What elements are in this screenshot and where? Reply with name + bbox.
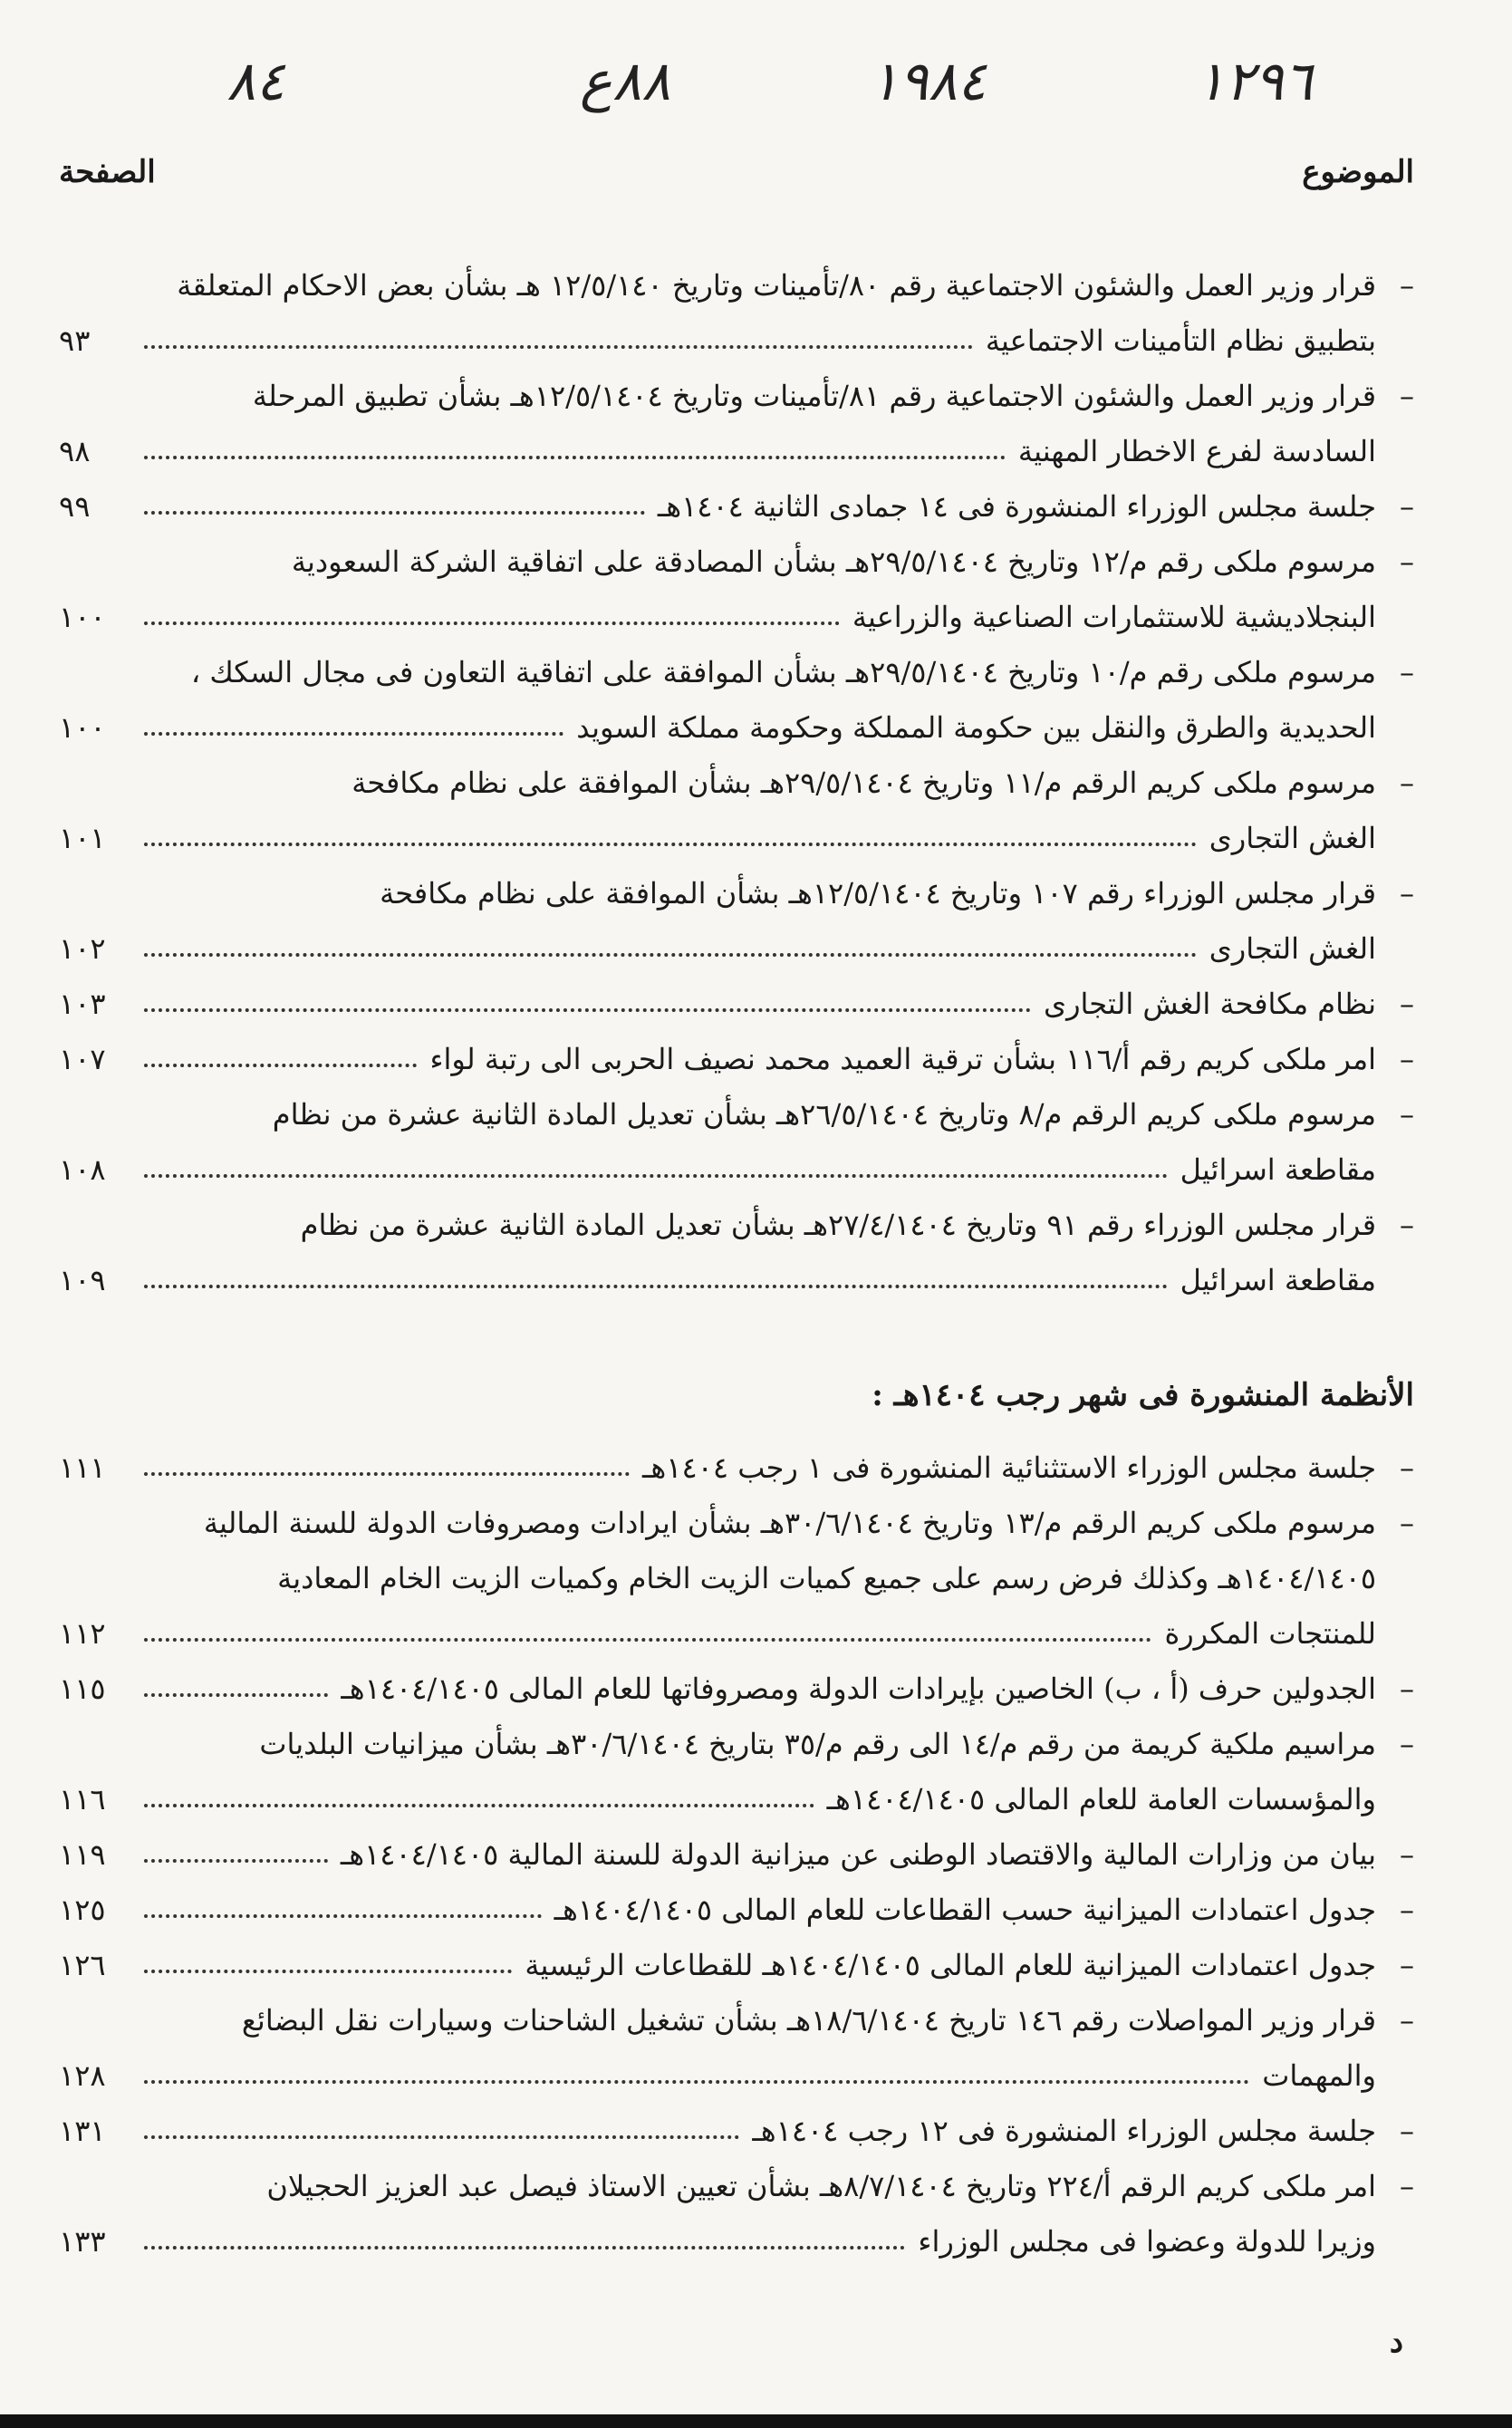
toc-entry bbox=[59, 1198, 1414, 1308]
toc-entry-last-line bbox=[59, 1827, 1376, 1883]
toc-entry-text: – الجدولين حرف (أ ، ب) الخاصين بإيرادات الدولة ومصروفاتها للعام المالى ١٤٠٤/١٤٠٥هـ bbox=[341, 1672, 1376, 1706]
toc-entry-last-line bbox=[59, 700, 1376, 756]
toc-entry-line: – مرسوم ملكى رقم م/١٢ وتاريخ ٢٩/٥/١٤٠٤هـ بشأن المصادقة على اتفاقية الشركة السعودية bbox=[291, 544, 1376, 579]
dot-leader bbox=[144, 1173, 1168, 1178]
dot-leader bbox=[144, 842, 1197, 846]
dot-leader bbox=[144, 2134, 739, 2139]
toc-entry-line: – قرار وزير العمل والشئون الاجتماعية رقم ٨٠/تأمينات وتاريخ ١٢/٥/١٤٠ هـ بشأن بعض الاحكام المتعلقة bbox=[177, 268, 1376, 303]
toc-entry-text: – جدول اعتمادات الميزانية للعام المالى ١٤٠٤/١٤٠٥هـ للقطاعات الرئيسية bbox=[525, 1948, 1376, 1982]
dot-leader bbox=[144, 1913, 542, 1918]
toc-entry-last-line bbox=[59, 1440, 1376, 1496]
toc-entry bbox=[59, 535, 1414, 645]
toc-page-number: ١٣٣ bbox=[59, 2224, 106, 2259]
toc-entry-text: وزيرا للدولة وعضوا فى مجلس الوزراء bbox=[918, 2224, 1376, 2259]
toc-entry bbox=[59, 479, 1414, 535]
toc-page-number: ١٢٨ bbox=[59, 2058, 106, 2093]
toc-entry-text: السادسة لفرع الاخطار المهنية bbox=[1017, 434, 1376, 468]
toc-entry-line: – مرسوم ملكى كريم الرقم م/٨ وتاريخ ٢٦/٥/١٤٠٤هـ بشأن تعديل المادة الثانية عشرة من نظام bbox=[272, 1097, 1376, 1132]
toc-entry-line: – قرار وزير العمل والشئون الاجتماعية رقم ٨١/تأمينات وتاريخ ١٢/٥/١٤٠٤هـ بشأن تطبيق المرحلة bbox=[252, 379, 1376, 413]
toc-entry-line: – قرار مجلس الوزراء رقم ٩١ وتاريخ ٢٧/٤/١٤٠٤هـ بشأن تعديل المادة الثانية عشرة من نظام bbox=[300, 1208, 1376, 1242]
toc-entry-last-line bbox=[59, 811, 1376, 866]
dot-leader bbox=[144, 1471, 630, 1476]
toc-entry bbox=[59, 1662, 1414, 1717]
toc-entry-last-line bbox=[59, 2104, 1376, 2159]
toc-page-number: ١٠١ bbox=[59, 821, 106, 855]
toc-entry-text: – جلسة مجلس الوزراء الاستثنائية المنشورة فى ١ رجب ١٤٠٤هـ bbox=[642, 1450, 1376, 1485]
toc-entry-text: والمؤسسات العامة للعام المالى ١٤٠٤/١٤٠٥هـ bbox=[826, 1782, 1376, 1816]
dot-leader bbox=[144, 1284, 1168, 1288]
toc-entry-text: – جلسة مجلس الوزراء المنشورة فى ١٢ رجب ١٤٠٤هـ bbox=[752, 2114, 1376, 2148]
toc-entry-last-line bbox=[59, 1938, 1376, 1993]
toc-entry-text: والمهمات bbox=[1262, 2058, 1376, 2093]
dot-leader bbox=[144, 952, 1197, 957]
toc-entry bbox=[59, 2159, 1414, 2269]
toc-page-number: ١١٦ bbox=[59, 1782, 106, 1816]
dot-leader bbox=[144, 731, 563, 736]
dot-leader bbox=[144, 1692, 328, 1697]
toc-entry-text: – بيان من وزارات المالية والاقتصاد الوطنى عن ميزانية الدولة للسنة المالية ١٤٠٤/١٤٠٥هـ bbox=[340, 1837, 1376, 1872]
toc-page-number: ١٠٣ bbox=[59, 987, 106, 1021]
toc-page-number: ١١٢ bbox=[59, 1616, 106, 1651]
toc-entry-line: – قرار وزير المواصلات رقم ١٤٦ تاريخ ١٨/٦/١٤٠٤هـ بشأن تشغيل الشاحنات وسيارات نقل البضائع bbox=[241, 2003, 1376, 2038]
toc-page-number: ١١١ bbox=[59, 1450, 106, 1485]
toc-entry-last-line bbox=[59, 921, 1376, 977]
dot-leader bbox=[144, 1063, 417, 1067]
toc-entry bbox=[59, 866, 1414, 977]
toc-entry-last-line bbox=[59, 1772, 1376, 1827]
toc-entry-last-line bbox=[59, 2214, 1376, 2269]
toc-entry-last-line bbox=[59, 313, 1376, 369]
toc-entry-last-line bbox=[59, 424, 1376, 479]
toc-entry bbox=[59, 756, 1414, 866]
toc-entry bbox=[59, 1993, 1414, 2104]
toc-entry-last-line bbox=[59, 1253, 1376, 1308]
toc-entry-last-line bbox=[59, 977, 1376, 1032]
toc-entry-last-line bbox=[59, 2048, 1376, 2104]
handwritten-mark-1: ٨٤ bbox=[226, 50, 285, 113]
handwritten-mark-3: ١٩٨٤ bbox=[870, 50, 987, 113]
toc-entry bbox=[59, 1440, 1414, 1496]
toc-entry bbox=[59, 977, 1414, 1032]
toc-page-number: ١٣١ bbox=[59, 2114, 106, 2148]
toc-page-number: ١٠٠ bbox=[59, 600, 106, 634]
toc-page-number: ١٠٢ bbox=[59, 931, 106, 966]
toc-page-number: ١٢٦ bbox=[59, 1948, 106, 1982]
toc-page-number: ١٢٥ bbox=[59, 1893, 106, 1927]
dot-leader bbox=[144, 1969, 512, 1973]
dot-leader bbox=[144, 455, 1006, 459]
toc-entry-line: – قرار مجلس الوزراء رقم ١٠٧ وتاريخ ١٢/٥/١٤٠٤هـ بشأن الموافقة على نظام مكافحة bbox=[380, 876, 1376, 910]
toc-page-number: ٩٨ bbox=[59, 434, 91, 468]
handwritten-mark-2: ٨٨ع bbox=[580, 50, 671, 113]
dot-leader bbox=[144, 1803, 814, 1807]
page-letter: د bbox=[1389, 2324, 1403, 2360]
toc-entry bbox=[59, 1827, 1414, 1883]
dot-leader bbox=[144, 1637, 1151, 1642]
toc-entry-text: الغش التجارى bbox=[1209, 931, 1376, 966]
toc-entry-text: – امر ملكى كريم رقم أ/١١٦ بشأن ترقية العميد محمد نصيف الحربى الى رتبة لواء bbox=[429, 1042, 1376, 1076]
column-header-page: الصفحة bbox=[59, 154, 156, 190]
toc-page-number: ١٠٨ bbox=[59, 1152, 106, 1187]
toc-entry bbox=[59, 369, 1414, 479]
toc-page-number: ٩٩ bbox=[59, 489, 91, 524]
toc-page-number: ١٠٧ bbox=[59, 1042, 106, 1076]
toc-page-number: ١٠٩ bbox=[59, 1263, 106, 1297]
column-header-topic: الموضوع bbox=[1302, 154, 1414, 190]
dot-leader bbox=[144, 1858, 328, 1863]
toc-entry-text: بتطبيق نظام التأمينات الاجتماعية bbox=[985, 323, 1376, 358]
toc-entry-last-line bbox=[59, 1032, 1376, 1087]
toc-entry bbox=[59, 1717, 1414, 1827]
toc-page-number: ١١٩ bbox=[59, 1837, 106, 1872]
handwritten-mark-4: ١٢٩٦ bbox=[1196, 50, 1313, 113]
toc-entry-text: – جلسة مجلس الوزراء المنشورة فى ١٤ جمادى الثانية ١٤٠٤هـ bbox=[657, 489, 1376, 524]
toc-entry bbox=[59, 1087, 1414, 1198]
dot-leader bbox=[144, 2079, 1249, 2084]
toc-entry-last-line bbox=[59, 1662, 1376, 1717]
toc-page-number: ١٠٠ bbox=[59, 710, 106, 745]
toc-entry-line: – مرسوم ملكى رقم م/١٠ وتاريخ ٢٩/٥/١٤٠٤هـ بشأن الموافقة على اتفاقية التعاون فى مجال السكك ، bbox=[190, 655, 1376, 689]
toc-entry bbox=[59, 1938, 1414, 1993]
toc-entry-line: – امر ملكى كريم الرقم أ/٢٢٤ وتاريخ ٨/٧/١٤٠٤هـ بشأن تعيين الاستاذ فيصل عبد العزيز الحجيلان bbox=[266, 2169, 1376, 2203]
toc-section-2 bbox=[59, 1440, 1414, 2269]
toc-entry-line: – مرسوم ملكى كريم الرقم م/١٣ وتاريخ ٣٠/٦/١٤٠٤هـ بشأن ايرادات ومصروفات الدولة للسنة المالية bbox=[203, 1506, 1376, 1540]
dot-leader bbox=[144, 344, 973, 349]
toc-entry-text: للمنتجات المكررة bbox=[1164, 1616, 1376, 1651]
toc-entry-line: – مراسيم ملكية كريمة من رقم م/١٤ الى رقم م/٣٥ بتاريخ ٣٠/٦/١٤٠٤هـ بشأن ميزانيات البلديات bbox=[259, 1727, 1376, 1761]
toc-entry-text: الغش التجارى bbox=[1209, 821, 1376, 855]
toc-entry-text: مقاطعة اسرائيل bbox=[1180, 1263, 1376, 1297]
toc-entry bbox=[59, 1883, 1414, 1938]
toc-section-1 bbox=[59, 258, 1414, 1308]
toc-entry-line: ١٤٠٤/١٤٠٥هـ وكذلك فرض رسم على جميع كميات الزيت الخام وكميات الزيت الخام المعادية bbox=[277, 1561, 1376, 1595]
dot-leader bbox=[144, 2245, 905, 2250]
toc-entry-line: – مرسوم ملكى كريم الرقم م/١١ وتاريخ ٢٩/٥/١٤٠٤هـ بشأن الموافقة على نظام مكافحة bbox=[352, 766, 1376, 800]
toc-entry-text: الحديدية والطرق والنقل بين حكومة المملكة وحكومة مملكة السويد bbox=[576, 710, 1376, 745]
toc-entry bbox=[59, 258, 1414, 369]
dot-leader bbox=[144, 510, 645, 515]
dot-leader bbox=[144, 621, 840, 625]
toc-entry-text: – جدول اعتمادات الميزانية حسب القطاعات للعام المالى ١٤٠٤/١٤٠٥هـ bbox=[554, 1893, 1376, 1927]
toc-entry-last-line bbox=[59, 590, 1376, 645]
toc-entry-last-line bbox=[59, 1606, 1376, 1662]
toc-entry bbox=[59, 2104, 1414, 2159]
toc-entry-last-line bbox=[59, 479, 1376, 535]
toc-entry-text: البنجلاديشية للاستثمارات الصناعية والزراعية bbox=[852, 600, 1376, 634]
toc-page-number: ١١٥ bbox=[59, 1672, 106, 1706]
section-2-title: الأنظمة المنشورة فى شهر رجب ١٤٠٤هـ : bbox=[872, 1377, 1414, 1413]
toc-entry bbox=[59, 645, 1414, 756]
toc-entry-last-line bbox=[59, 1883, 1376, 1938]
toc-entry-text: مقاطعة اسرائيل bbox=[1180, 1152, 1376, 1187]
toc-entry bbox=[59, 1032, 1414, 1087]
bottom-scan-edge bbox=[0, 2414, 1512, 2428]
toc-entry-last-line bbox=[59, 1142, 1376, 1198]
dot-leader bbox=[144, 1007, 1031, 1012]
toc-entry bbox=[59, 1496, 1414, 1662]
toc-entry-text: – نظام مكافحة الغش التجارى bbox=[1044, 987, 1376, 1021]
toc-page-number: ٩٣ bbox=[59, 323, 91, 358]
